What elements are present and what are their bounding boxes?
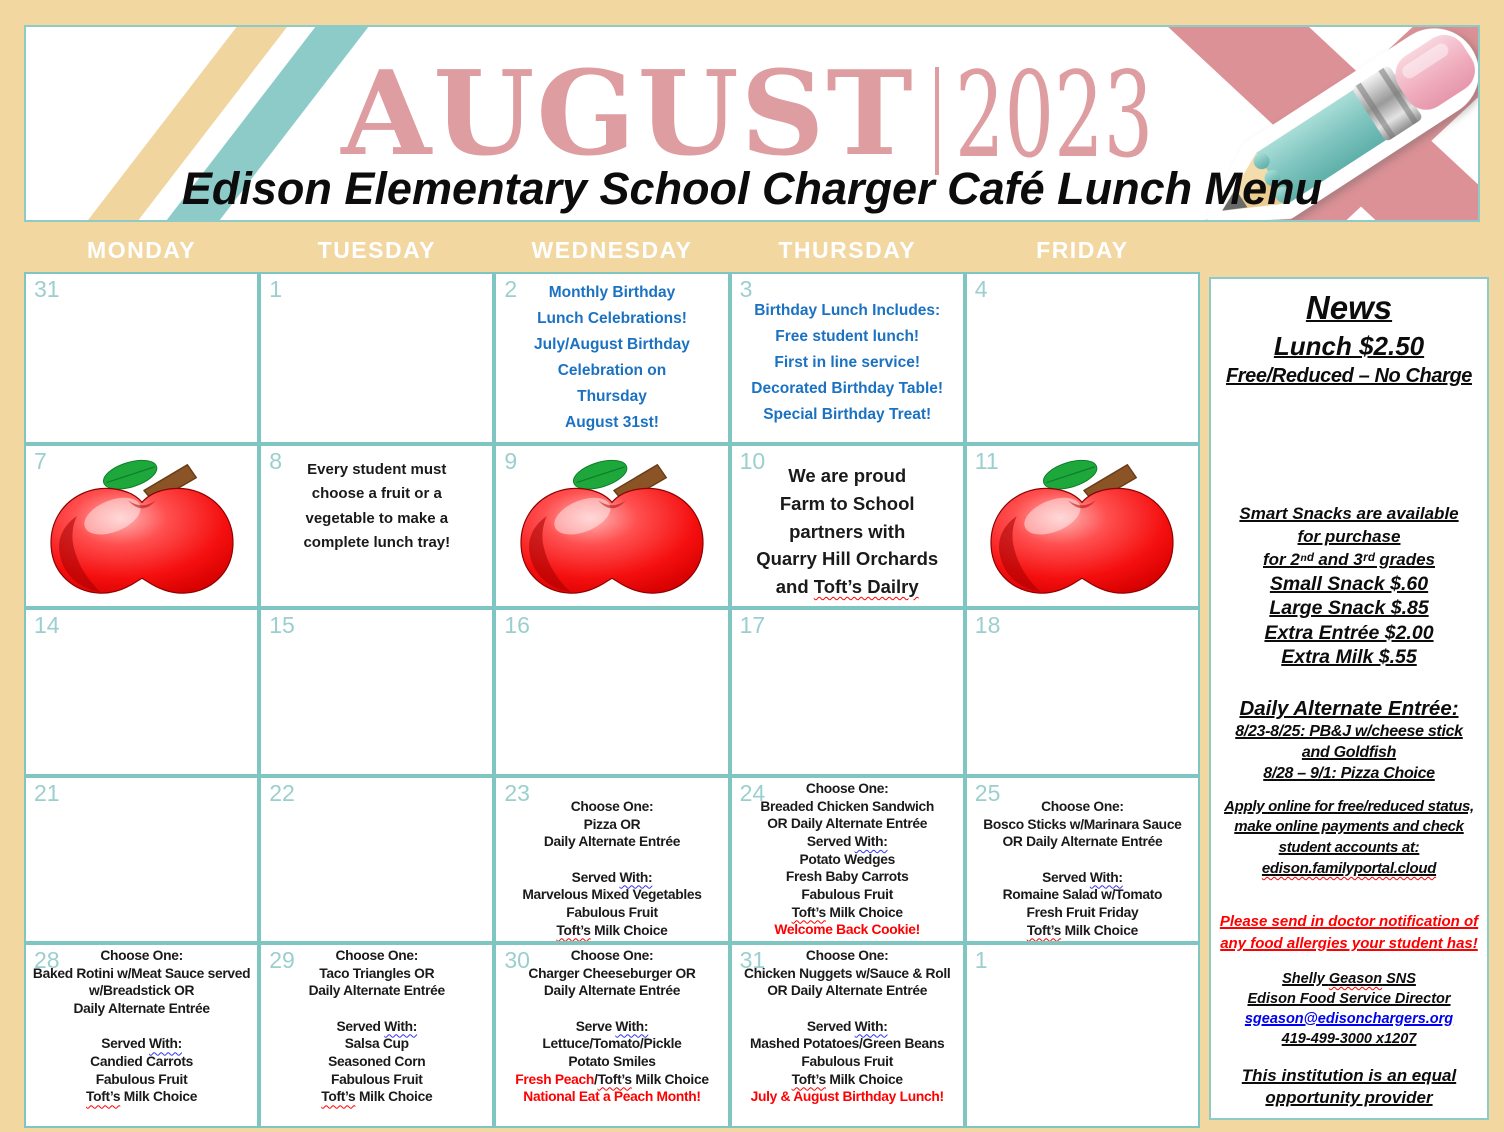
month-year-divider	[935, 67, 939, 175]
menu-line: Potato Wedges	[799, 851, 895, 867]
news-line: edison.familyportal.cloud	[1261, 859, 1437, 877]
menu-line: Served With:	[806, 1018, 888, 1034]
cell-content	[26, 446, 257, 606]
menu-line: Mashed Potatoes/Green Beans	[750, 1036, 945, 1052]
menu-line: Lunch Celebrations!	[537, 310, 687, 328]
news-list	[1211, 279, 1487, 1109]
date-number: 31	[739, 947, 766, 973]
menu-line: Charger Cheeseburger OR	[528, 965, 696, 981]
menu-line	[26, 1018, 257, 1036]
menu-line: Welcome Back Cookie!	[774, 922, 920, 938]
menu-line: complete lunch tray!	[303, 533, 451, 551]
news-line: Daily Alternate Entrée:	[1239, 697, 1459, 721]
menu-line: Choose One:	[570, 948, 654, 963]
menu-line: Thursday	[577, 388, 647, 406]
spacer	[1211, 879, 1487, 911]
date-number: 11	[974, 448, 999, 474]
cell-content	[496, 610, 727, 774]
page-title: Edison Elementary School Charger Café Lunch Menu	[181, 163, 1323, 214]
news-line: 8/23-8/25: PB&J w/cheese stick	[1235, 723, 1463, 741]
calendar-cell-2	[494, 272, 729, 444]
news-line: Shelly Geason SNS	[1282, 970, 1416, 987]
menu-line: Served With:	[101, 1036, 182, 1052]
cell-content	[732, 446, 963, 606]
menu-line	[967, 851, 1198, 869]
menu-line: Served With:	[571, 869, 653, 885]
month-name: AUGUST	[341, 46, 915, 182]
date-number: 28	[34, 947, 60, 973]
menu-line: Monthly Birthday	[548, 284, 676, 301]
cell-content	[967, 945, 1198, 1126]
menu-line: July & August Birthday Lunch!	[750, 1089, 944, 1105]
news-line: News	[1305, 289, 1393, 326]
menu-line: Taco Triangles OR	[319, 965, 435, 981]
news-line: any food allergies your student has!	[1220, 935, 1478, 953]
news-line: Smart Snacks are available	[1239, 504, 1459, 523]
calendar-cell-23	[494, 776, 729, 943]
menu-line: Toft’s Milk Choice	[1026, 922, 1138, 938]
menu-line: Toft’s Milk Choice	[791, 1071, 903, 1087]
cell-content	[261, 274, 492, 442]
menu-line: Fabulous Fruit	[801, 1053, 893, 1069]
menu-line: Choose One:	[100, 948, 183, 963]
cell-content	[732, 610, 963, 774]
cell-content	[26, 274, 257, 442]
menu-line: partners with	[789, 520, 906, 542]
date-number: 15	[269, 612, 295, 638]
menu-line: Serve With:	[575, 1018, 649, 1034]
menu-line: Choose One:	[570, 799, 654, 814]
menu-line: Potato Smiles	[568, 1053, 656, 1069]
cell-content	[496, 945, 727, 1126]
menu-line: Salsa Cup	[344, 1036, 409, 1052]
news-line: 419-499-3000 x1207	[1281, 1030, 1417, 1047]
menu-line: Farm to School	[779, 492, 915, 514]
calendar-cell-1	[965, 943, 1200, 1128]
spacer	[1211, 955, 1487, 969]
weekday-friday: FRIDAY	[1036, 237, 1129, 263]
date-number: 10	[739, 448, 766, 474]
menu-line: Every student must	[307, 461, 447, 478]
date-number: 3	[739, 276, 753, 302]
news-line: Edison Food Service Director	[1247, 990, 1451, 1007]
apple-icon	[971, 451, 1193, 599]
date-number: 4	[974, 276, 988, 302]
menu-line: Fresh Baby Carrots	[785, 869, 909, 885]
menu-line: Baked Rotini w/Meat Sauce served	[32, 965, 251, 981]
menu-line: Quarry Hill Orchards	[756, 548, 939, 570]
email-link[interactable]: sgeason@edisonchargers.org	[1244, 1010, 1454, 1027]
date-number: 24	[739, 780, 766, 806]
menu-line: choose a fruit or a	[311, 485, 442, 503]
menu-line: Choose One:	[805, 781, 889, 796]
cell-content	[967, 274, 1198, 442]
spacer	[1211, 391, 1487, 503]
calendar-cell-1	[259, 272, 494, 444]
cell-content	[261, 945, 492, 1126]
news-line: make online payments and check	[1234, 818, 1464, 836]
menu-line: Fabulous Fruit	[95, 1071, 188, 1087]
cell-content	[261, 446, 492, 606]
menu-line	[732, 1000, 963, 1018]
calendar-cell-29	[259, 943, 494, 1128]
date-number: 16	[504, 612, 530, 638]
calendar-cell-11	[965, 444, 1200, 608]
menu-line: Choose One:	[1041, 799, 1124, 814]
cell-content	[261, 610, 492, 774]
cell-content	[496, 778, 727, 941]
calendar-cell-30	[494, 943, 729, 1128]
menu-line: Daily Alternate Entrée	[73, 1000, 210, 1016]
calendar-cell-3	[730, 272, 965, 444]
calendar-cell-22	[259, 776, 494, 943]
apple-icon	[31, 451, 253, 599]
cell-content	[732, 778, 963, 941]
menu-line: Breaded Chicken Sandwich	[760, 798, 935, 814]
menu-line: Celebration on	[557, 362, 667, 380]
date-number: 25	[974, 780, 1001, 806]
calendar-cell-24	[730, 776, 965, 943]
menu-line: vegetable to make a	[305, 509, 449, 527]
menu-line: Choose One:	[805, 948, 889, 963]
menu-line: Fresh Peach/Toft’s Milk Choice	[515, 1071, 709, 1087]
date-number: 1	[269, 276, 282, 302]
calendar-grid	[24, 272, 1200, 1128]
calendar-cell-25	[965, 776, 1200, 943]
calendar-cell-10	[730, 444, 965, 608]
menu-line: Daily Alternate Entrée	[308, 983, 445, 999]
spacer	[1211, 1049, 1487, 1065]
menu-line: OR Daily Alternate Entrée	[767, 983, 928, 999]
header-banner	[24, 25, 1480, 222]
calendar-cell-18	[965, 608, 1200, 776]
spacer	[1211, 785, 1487, 797]
cell-content	[967, 778, 1198, 941]
menu-line: Choose One:	[335, 948, 419, 963]
spacer	[1211, 669, 1487, 695]
news-panel	[1209, 277, 1489, 1120]
news-line: Apply online for free/reduced status,	[1224, 797, 1474, 815]
menu-line: July/August Birthday	[534, 336, 690, 354]
menu-line	[496, 1000, 727, 1018]
date-number: 22	[269, 780, 295, 806]
weekday-wednesday: WEDNESDAY	[531, 237, 693, 263]
menu-line: Fresh Fruit Friday	[1026, 904, 1139, 920]
menu-line: Daily Alternate Entrée	[543, 983, 681, 999]
menu-line: Toft’s Milk Choice	[86, 1089, 198, 1105]
date-number: 21	[34, 780, 60, 806]
menu-line: Pizza OR	[583, 816, 641, 832]
menu-line: Fabulous Fruit	[566, 904, 658, 920]
news-line: This institution is an equal	[1241, 1065, 1457, 1085]
cell-content	[732, 274, 963, 442]
menu-line: Lettuce/Tomato/Pickle	[542, 1036, 682, 1052]
cell-content	[261, 778, 492, 941]
date-number: 14	[34, 612, 60, 638]
menu-line: Seasoned Corn	[328, 1053, 426, 1069]
menu-line: Chicken Nuggets w/Sauce & Roll	[743, 965, 951, 981]
calendar-cell-8	[259, 444, 494, 608]
menu-line: w/Breadstick OR	[89, 983, 195, 999]
menu-line	[496, 851, 727, 869]
menu-line: Toft’s Milk Choice	[556, 922, 668, 938]
cell-content	[496, 446, 727, 606]
menu-line: Toft’s Milk Choice	[321, 1089, 433, 1105]
calendar-cell-15	[259, 608, 494, 776]
apple-icon	[501, 451, 723, 599]
cell-content	[967, 610, 1198, 774]
date-number: 7	[34, 448, 47, 474]
date-number: 17	[739, 612, 766, 638]
menu-line: Served With:	[1042, 869, 1123, 885]
cell-content	[732, 945, 963, 1126]
menu-line: Daily Alternate Entrée	[543, 834, 681, 850]
menu-line: First in line service!	[774, 354, 920, 372]
menu-line: Special Birthday Treat!	[763, 406, 932, 424]
cell-content	[26, 610, 257, 774]
calendar-cell-16	[494, 608, 729, 776]
menu-line: Served With:	[806, 833, 888, 849]
menu-line	[261, 1000, 492, 1018]
menu-line: National Eat a Peach Month!	[523, 1089, 701, 1105]
news-line: for purchase	[1297, 526, 1401, 546]
news-line: 8/28 – 9/1: Pizza Choice	[1263, 764, 1435, 782]
menu-line: OR Daily Alternate Entrée	[1002, 834, 1163, 850]
date-number: 29	[269, 947, 295, 973]
weekday-tuesday: TUESDAY	[317, 237, 436, 263]
calendar-cell-31	[730, 943, 965, 1128]
menu-line: Marvelous Mixed Vegetables	[522, 887, 702, 903]
news-line: opportunity provider	[1265, 1088, 1433, 1108]
menu-line: Toft’s Milk Choice	[791, 904, 903, 920]
menu-line: Free student lunch!	[775, 328, 920, 346]
menu-line: and Toft’s Dailry	[775, 576, 919, 597]
news-line: and Goldfish	[1301, 744, 1397, 762]
date-number: 30	[504, 947, 530, 973]
weekday-thursday: THURSDAY	[778, 237, 917, 263]
year-number: 2023	[954, 46, 1153, 184]
menu-line: August 31st!	[565, 414, 659, 432]
menu-line: Fabulous Fruit	[801, 886, 893, 902]
date-number: 18	[974, 612, 1001, 638]
calendar-cell-14	[24, 608, 259, 776]
menu-line: OR Daily Alternate Entrée	[767, 816, 928, 832]
news-line: Lunch $2.50	[1273, 331, 1425, 361]
news-line: for 2ⁿᵈ and 3ʳᵈ grades	[1262, 549, 1436, 569]
calendar-cell-7	[24, 444, 259, 608]
menu-line: Fabulous Fruit	[330, 1071, 423, 1087]
menu-line: Served With:	[336, 1018, 418, 1034]
weekday-monday: MONDAY	[87, 237, 197, 263]
date-number: 8	[269, 448, 282, 474]
menu-line: Romaine Salad w/Tomato	[1002, 887, 1163, 903]
menu-line: Birthday Lunch Includes:	[754, 302, 941, 319]
menu-line: Decorated Birthday Table!	[751, 380, 944, 398]
weekday-header-row	[24, 230, 1200, 270]
menu-line: Candied Carrots	[90, 1053, 194, 1069]
calendar-cell-4	[965, 272, 1200, 444]
date-number: 31	[34, 276, 60, 302]
news-line: Free/Reduced – No Charge	[1225, 365, 1473, 387]
news-line: Extra Milk $.55	[1281, 645, 1417, 668]
news-line: Small Snack $.60	[1269, 572, 1429, 595]
menu-line: Bosco Sticks w/Marinara Sauce	[983, 816, 1182, 832]
date-number: 9	[504, 448, 518, 474]
calendar-cell-28	[24, 943, 259, 1128]
cell-content	[26, 778, 257, 941]
date-number: 2	[504, 276, 518, 302]
news-line: Large Snack $.85	[1269, 597, 1429, 620]
cell-content	[26, 945, 257, 1126]
news-line: Extra Entrée $2.00	[1264, 621, 1434, 644]
news-line: Please send in doctor notification of	[1219, 913, 1479, 931]
news-line: student accounts at:	[1278, 839, 1420, 857]
month-year-heading	[26, 46, 1478, 184]
date-number: 1	[974, 947, 988, 973]
calendar-cell-31	[24, 272, 259, 444]
calendar-cell-9	[494, 444, 729, 608]
menu-line: We are proud	[788, 465, 907, 486]
cell-content	[496, 274, 727, 442]
calendar-cell-21	[24, 776, 259, 943]
cell-content	[967, 446, 1198, 606]
calendar-cell-17	[730, 608, 965, 776]
date-number: 23	[504, 780, 530, 806]
